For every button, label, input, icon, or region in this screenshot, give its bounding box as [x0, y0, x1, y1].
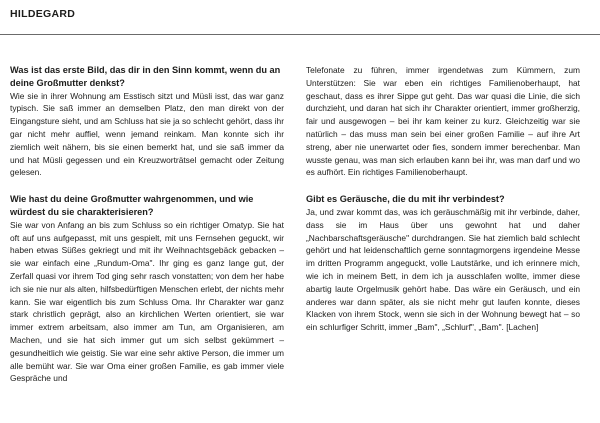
question-2: Wie hast du deine Großmutter wahrgenommen, und wie würdest du sie charakterisieren?: [10, 194, 254, 217]
question-1: Was ist das erste Bild, das dir in den Sinn kommt, wenn du an deine Großmutter denkst?: [10, 65, 281, 88]
page-header: HILDEGARD: [10, 8, 76, 20]
answer-2: Sie war von Anfang an bis zum Schluss so ein richtiger Omatyp. Sie hat oft auf uns aufgepasst, mit uns gespielt, mit uns Fernsehen geguckt, wir haben etwas Süßes gekriegt und mit ihr Weihnachtsgebäck gebacken – sie war einfach eine „Rundum-Oma". Ihr ging es ganz lange gut, der Zerfall quasi vor ihrem Tod ging sehr rasch vonstatten; von dem her habe ich sie nie nur als alten, hilfsbedürftigen Menschen erlebt, der nichts mehr kann. Sie war eigentlich bis zum Schluss Oma. Ihr Charakter war ganz stark christlich geprägt, also an kirchlichen Werten orientiert, sie war immer extrem arbeitsam, also immer am Tun, am Organisieren, am Machen, und sie hat sich immer gut um sich selbst gekümmert – gesundheitlich wie geistig. Sie war eine sehr aktive Person, die immer um alle bemüht war. Sie war Oma einer großen Familie, es gab immer viele Gespräche und: [10, 219, 284, 384]
question-3: Gibt es Geräusche, die du mit ihr verbindest?: [306, 194, 505, 205]
header-divider: [0, 34, 600, 35]
answer-3: Ja, und zwar kommt das, was ich geräuschmäßig mit ihr verbinde, daher, dass sie im Haus über uns gewohnt hat und daher „Nachbarschaftsgeräusche" durchdrangen. Sie hat ziemlich bald schlecht gehört und hat leidenschaftlich gerne sonntagmorgens irgendeine Messe im dritten Programm angeguckt, volle Lautstärke, und ich erinnere mich, wie ich in meinem Bett, in dem ich ja ausschlafen wollte, immer diese abartig laute Orgelmusik gehört habe. Das wäre ein Geräusch, und ein anderes war dann später, als sie nicht mehr gut laufen konnte, dieses Klacken von ihrem Stock, wenn sie sich in der Wohnung bewegt hat – so ein schlurfiger Schritt, immer „Bam", „Schlurf", „Bam". [Lachen]: [306, 206, 580, 333]
left-column: [10, 64, 284, 385]
answer-2-continued: Telefonate zu führen, immer irgendetwas zum Kümmern, zum Unterstützen: Sie war eben ein richtiges Familienoberhaupt, hat geschaut, dass es ihrer Sippe gut geht. Das war quasi die Linie, die sich durchzieht, und daran hat sich ihr Charakter orientiert, immer großherzig, fair und ausgewogen – bei ihr kam keiner zu kurz. Gleichzeitig war sie natürlich – das muss man sein bei einer großen Familie – auf ihre Art streng, aber nie unerwartet oder fies, sondern immer berechenbar. Man wusste genau, was man sich erlauben kann bei ihr, was man darf und wo es aufhört. Ein richtiges Familienoberhaupt.: [306, 65, 580, 178]
answer-1: Wie sie in ihrer Wohnung am Esstisch sitzt und Müsli isst, das war ganz typisch. Sie saß immer an demselben Platz, den man direkt von der Eingangsture sieht, und am Schluss hat sie ja so schlecht gehört, dass ihr gar nicht mehr auffiel, wenn jemand reinkam. Man konnte sich ihr ziemlich weit nähern, bis sie einen bemerkt hat, und sie saß immer da und hat Müsli gegessen und ein Kreuzworträtsel gemacht oder Zeitung gelesen.: [10, 90, 284, 178]
right-column: [306, 64, 580, 334]
